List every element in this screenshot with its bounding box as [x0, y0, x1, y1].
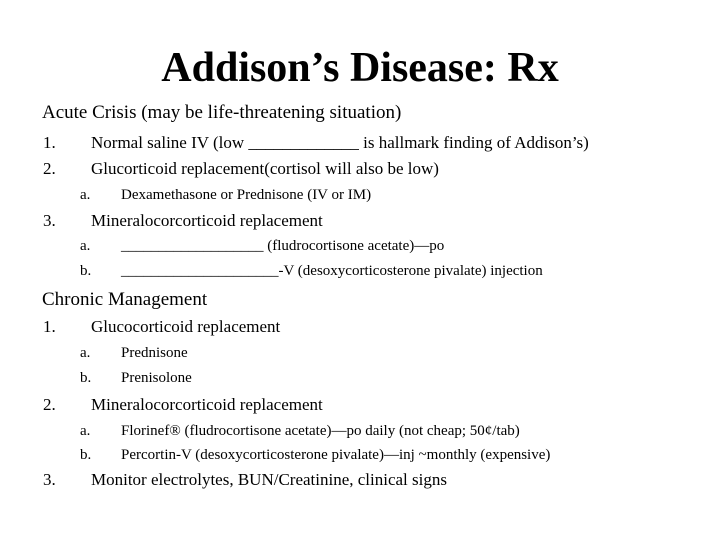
list-text: Glucorticoid replacement(cortisol will also be low) [91, 159, 439, 178]
list-text: _____________________-V (desoxycorticosterone pivalate) injection [121, 263, 543, 279]
list-letter: a. [80, 187, 91, 203]
list-text: Mineralocorcorticoid replacement [91, 211, 323, 230]
list-text: Monitor electrolytes, BUN/Creatinine, clinical signs [91, 470, 447, 489]
chronic-management-heading: Chronic Management [42, 289, 208, 310]
list-number: 3. [43, 470, 56, 489]
slide-title: Addison’s Disease: Rx [161, 45, 559, 91]
list-letter: b. [80, 370, 92, 386]
list-letter: a. [80, 238, 91, 254]
list-text: Florinef® (fludrocortisone acetate)—po daily (not cheap; 50¢/tab) [121, 423, 520, 439]
list-number: 1. [43, 317, 56, 336]
list-text: Prednisone [121, 345, 188, 361]
list-text: Prenisolone [121, 370, 192, 386]
list-letter: a. [80, 345, 91, 361]
list-letter: a. [80, 423, 91, 439]
list-text: Dexamethasone or Prednisone (IV or IM) [121, 187, 372, 203]
list-letter: b. [80, 447, 92, 463]
list-number: 2. [43, 159, 56, 178]
list-letter: b. [80, 263, 92, 279]
list-text: Glucocorticoid replacement [91, 317, 281, 336]
list-number: 3. [43, 211, 56, 230]
list-number: 2. [43, 395, 56, 414]
list-text: ___________________ (fludrocortisone acetate)—po [121, 238, 445, 254]
list-text: Mineralocorcorticoid replacement [91, 395, 323, 414]
acute-crisis-heading: Acute Crisis (may be life-threatening situation) [42, 102, 402, 123]
list-text: Normal saline IV (low _____________ is hallmark finding of Addison’s) [91, 133, 589, 152]
list-text: Percortin-V (desoxycorticosterone pivalate)—inj ~monthly (expensive) [121, 447, 551, 463]
list-number: 1. [43, 133, 56, 152]
